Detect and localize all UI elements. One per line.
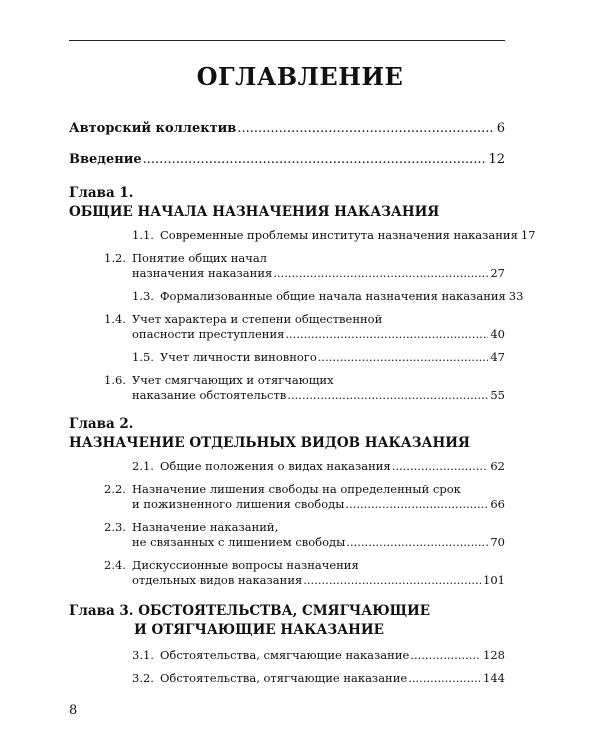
chapter-1-heading[interactable] — [69, 184, 505, 222]
section-title-cont: наказание обстоятельств — [132, 388, 287, 402]
chapter-1-sections — [104, 228, 536, 403]
section-title: Учет характера и степени общественной — [132, 312, 383, 326]
section-page: 55 — [490, 388, 505, 402]
section-page: 62 — [490, 459, 505, 473]
section-line-2 — [104, 535, 505, 550]
table-of-contents — [69, 120, 536, 686]
section-number: 2.4. — [104, 558, 126, 572]
section-page: 144 — [483, 671, 505, 685]
leader-dots — [303, 573, 481, 588]
section-title: Понятие общих начал — [132, 251, 267, 265]
section-page: 66 — [490, 497, 505, 511]
leader-dots — [392, 459, 489, 474]
section-line-2 — [104, 388, 505, 403]
leader-dots — [410, 648, 481, 663]
chapter-number: Глава 3. — [69, 603, 134, 619]
section-number: 2.3. — [104, 520, 126, 534]
section-title: Современные проблемы института назначения наказания — [160, 228, 518, 242]
page-title: ОГЛАВЛЕНИЕ — [196, 62, 404, 91]
toc-section[interactable] — [104, 289, 524, 304]
section-page: 128 — [483, 648, 505, 662]
section-page: 47 — [490, 350, 505, 364]
toc-section[interactable] — [104, 558, 505, 588]
section-page: 40 — [490, 327, 505, 341]
section-line-1 — [104, 251, 505, 266]
toc-entry-introduction[interactable] — [69, 151, 505, 168]
section-line-1 — [104, 373, 505, 388]
page-number: 8 — [69, 703, 78, 718]
toc-section[interactable] — [104, 373, 505, 403]
toc-section[interactable] — [104, 251, 505, 281]
chapter-title: ОБЩИЕ НАЧАЛА НАЗНАЧЕНИЯ НАКАЗАНИЯ — [69, 204, 440, 220]
leader-dots — [408, 671, 481, 686]
section-title-cont: назначения наказания — [132, 266, 273, 280]
leader-dots — [285, 327, 488, 342]
toc-entry-page: 12 — [488, 152, 505, 167]
section-number: 1.6. — [104, 373, 126, 387]
chapter-title: ОБСТОЯТЕЛЬСТВА, СМЯГЧАЮЩИЕ — [138, 603, 431, 619]
section-title: Обстоятельства, смягчающие наказание — [160, 648, 410, 662]
section-title-cont: не связанных с лишением свободы — [132, 535, 346, 549]
chapter-3-sections — [104, 648, 505, 686]
section-number: 1.2. — [104, 251, 126, 265]
section-line-2 — [104, 266, 505, 281]
chapter-number: Глава 1. — [69, 185, 134, 201]
toc-entry-page: 6 — [496, 121, 505, 136]
section-title: Учет личности виновного — [160, 350, 317, 364]
section-title: Обстоятельства, отягчающие наказание — [160, 671, 408, 685]
chapter-heading-line-1 — [69, 602, 505, 621]
section-line-1 — [104, 312, 505, 327]
toc-section[interactable] — [104, 459, 505, 474]
toc-entry-label: Авторский коллектив — [69, 121, 237, 136]
chapter-3-heading[interactable] — [69, 602, 505, 640]
leader-dots — [345, 497, 488, 512]
chapter-2-heading[interactable] — [69, 415, 505, 453]
section-number: 1.5. — [132, 350, 154, 364]
section-page: 101 — [483, 573, 505, 587]
toc-section[interactable] — [104, 350, 505, 365]
section-page: 17 — [520, 228, 536, 242]
section-line-1 — [104, 482, 505, 497]
toc-entry-label: Введение — [69, 152, 142, 167]
section-line-2 — [104, 497, 505, 512]
section-line-1 — [104, 520, 505, 535]
section-number: 1.1. — [132, 228, 154, 242]
section-title: Общие положения о видах наказания — [160, 459, 391, 473]
section-title: Назначение лишения свободы на определенный срок — [132, 482, 461, 496]
section-number: 3.2. — [132, 671, 154, 685]
leader-dots — [273, 266, 488, 281]
leader-dots — [318, 350, 489, 365]
toc-section[interactable] — [104, 520, 505, 550]
section-number: 2.2. — [104, 482, 126, 496]
leader-dots — [143, 151, 487, 168]
leader-dots — [237, 120, 494, 137]
toc-section[interactable] — [104, 312, 505, 342]
section-number: 1.4. — [104, 312, 126, 326]
chapter-number: Глава 2. — [69, 416, 134, 432]
leader-dots — [346, 535, 488, 550]
toc-section[interactable] — [104, 482, 505, 512]
section-number: 1.3. — [132, 289, 154, 303]
chapter-title-cont: И ОТЯГЧАЮЩИЕ НАКАЗАНИЕ — [134, 622, 384, 638]
leader-dots — [287, 388, 488, 403]
top-rule — [69, 40, 505, 41]
section-number: 2.1. — [132, 459, 154, 473]
section-title: Дискуссионные вопросы назначения — [132, 558, 359, 572]
section-title-cont: отдельных видов наказания — [132, 573, 303, 587]
section-line-1 — [104, 558, 505, 573]
toc-section[interactable] — [104, 228, 536, 243]
section-line-2 — [104, 327, 505, 342]
section-page: 27 — [490, 266, 505, 280]
section-title-cont: и пожизненного лишения свободы — [132, 497, 345, 511]
toc-section[interactable] — [104, 671, 505, 686]
toc-section[interactable] — [104, 648, 505, 663]
section-title: Формализованные общие начала назначения наказания — [160, 289, 506, 303]
chapter-heading-line-2 — [69, 621, 505, 640]
section-title-cont: опасности преступления — [132, 327, 285, 341]
section-page: 33 — [508, 289, 524, 303]
chapter-2-sections — [104, 459, 505, 588]
section-line-2 — [104, 573, 505, 588]
section-number: 3.1. — [132, 648, 154, 662]
section-title: Учет смягчающих и отягчающих — [132, 373, 334, 387]
section-title: Назначение наказаний, — [132, 520, 279, 534]
chapter-title: НАЗНАЧЕНИЕ ОТДЕЛЬНЫХ ВИДОВ НАКАЗАНИЯ — [69, 435, 470, 451]
toc-entry-authors[interactable] — [69, 120, 505, 137]
section-page: 70 — [490, 535, 505, 549]
